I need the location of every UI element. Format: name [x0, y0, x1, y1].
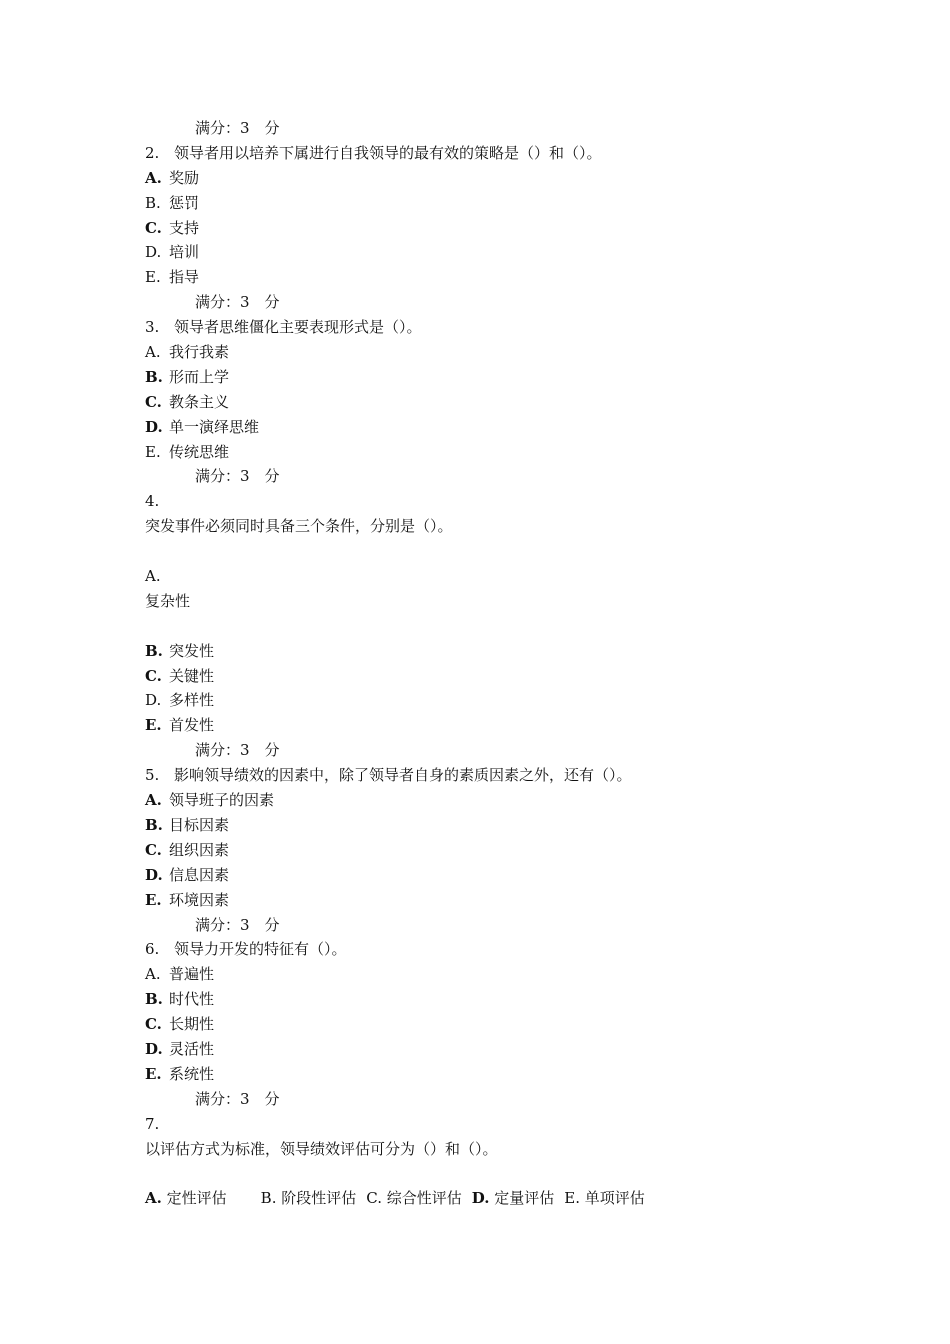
- option-text: 突发性: [169, 641, 215, 660]
- option-text: 环境因素: [169, 890, 230, 909]
- score-line: 满分：3 分: [195, 915, 280, 934]
- option-letter: C.: [145, 666, 162, 685]
- option-text: 定性评估: [166, 1189, 227, 1208]
- option-letter: E.: [145, 268, 161, 287]
- option-letter: C.: [366, 1189, 382, 1208]
- option-letter: D.: [145, 243, 162, 262]
- question-number: 2.: [145, 143, 160, 162]
- option-line: [145, 216, 845, 241]
- option-text: 长期性: [169, 1015, 215, 1034]
- text-line: 4.: [145, 492, 160, 511]
- option-letter: D.: [145, 865, 163, 884]
- question-text: 领导者思维僵化主要表现形式是（）。: [174, 318, 422, 337]
- option-letter: C.: [145, 840, 162, 859]
- question-text: 影响领导绩效的因素中，除了领导者自身的素质因素之外，还有（）。: [174, 766, 632, 785]
- option-line: [145, 838, 845, 863]
- option-text: 综合性评估: [386, 1189, 462, 1208]
- inline-options-line: [145, 1186, 845, 1211]
- question-number: 3.: [145, 318, 160, 337]
- option-line: [145, 1037, 845, 1062]
- blank-line: [145, 1161, 845, 1186]
- option-letter: C.: [145, 1015, 162, 1034]
- text-line: A.: [145, 567, 161, 586]
- option-text: 多样性: [169, 691, 215, 710]
- option-letter: D.: [145, 1039, 163, 1058]
- option-letter: C.: [145, 392, 162, 411]
- option-text: 信息因素: [169, 865, 230, 884]
- option-line: [145, 813, 845, 838]
- score-line: 满分：3 分: [195, 293, 280, 312]
- option-text: 单一演绎思维: [169, 417, 260, 436]
- option-text: 定量评估: [494, 1189, 555, 1208]
- option-letter: A.: [145, 168, 162, 187]
- question-line: [145, 141, 845, 166]
- option-line: [145, 340, 845, 365]
- option-line: [145, 688, 845, 713]
- question-number: 6.: [145, 940, 160, 959]
- option-letter: B.: [145, 990, 163, 1009]
- option-line: [145, 639, 845, 664]
- inline-option: [564, 1189, 645, 1207]
- option-line: [145, 863, 845, 888]
- option-text: 奖励: [169, 168, 200, 187]
- option-letter: A.: [145, 965, 161, 984]
- option-text: 培训: [169, 243, 200, 262]
- text-line: 以评估方式为标准，领导绩效评估可分为（）和（）。: [145, 1139, 498, 1158]
- option-line: [145, 265, 845, 290]
- score-line: 满分：3 分: [195, 741, 280, 760]
- option-line: [145, 240, 845, 265]
- inline-option: [145, 1189, 227, 1207]
- option-line: [145, 365, 845, 390]
- option-text: 单项评估: [584, 1189, 645, 1208]
- option-line: [145, 713, 845, 738]
- option-text: 关键性: [169, 666, 215, 685]
- option-letter: B.: [145, 367, 163, 386]
- question-line: [145, 937, 845, 962]
- question-line: [145, 763, 845, 788]
- text-line: 复杂性: [145, 591, 191, 610]
- option-letter: E.: [145, 1064, 162, 1083]
- option-letter: A.: [145, 791, 162, 810]
- option-letter: A.: [145, 1189, 162, 1208]
- option-text: 我行我素: [169, 343, 230, 362]
- question-text: 领导力开发的特征有（）。: [174, 940, 347, 959]
- option-text: 传统思维: [169, 442, 230, 461]
- option-letter: A.: [145, 343, 161, 362]
- option-text: 时代性: [169, 990, 215, 1009]
- option-line: [145, 888, 845, 913]
- option-text: 灵活性: [169, 1039, 215, 1058]
- option-letter: B.: [145, 815, 163, 834]
- question-number: 5.: [145, 766, 160, 785]
- score-line: 满分：3 分: [195, 119, 280, 137]
- inline-option: [366, 1189, 462, 1207]
- option-text: 教条主义: [169, 392, 230, 411]
- option-text: 阶段性评估: [281, 1189, 357, 1208]
- option-letter: E.: [564, 1189, 580, 1208]
- option-letter: D.: [145, 417, 163, 436]
- option-text: 首发性: [169, 716, 215, 735]
- score-line: 满分：3 分: [195, 1089, 280, 1108]
- option-line: [145, 440, 845, 465]
- option-line: [145, 415, 845, 440]
- text-line: 7.: [145, 1114, 160, 1133]
- option-text: 普遍性: [169, 965, 215, 984]
- text-line: 突发事件必须同时具备三个条件，分别是（）。: [145, 517, 453, 536]
- inline-option: [472, 1189, 555, 1207]
- option-text: 惩罚: [169, 193, 200, 212]
- option-text: 指导: [169, 268, 200, 287]
- option-line: [145, 962, 845, 987]
- score-line: 满分：3 分: [195, 467, 280, 486]
- option-line: [145, 390, 845, 415]
- option-letter: B.: [260, 1189, 277, 1208]
- option-text: 形而上学: [169, 367, 230, 386]
- question-line: [145, 315, 845, 340]
- question-text: 领导者用以培养下属进行自我领导的最有效的策略是（）和（）。: [174, 143, 602, 162]
- option-line: [145, 1012, 845, 1037]
- option-letter: E.: [145, 442, 161, 461]
- option-text: 领导班子的因素: [169, 791, 275, 810]
- option-line: [145, 191, 845, 216]
- option-text: 系统性: [169, 1064, 215, 1083]
- option-line: [145, 987, 845, 1012]
- document-page: [145, 116, 845, 1211]
- option-line: [145, 788, 845, 813]
- option-letter: B.: [145, 193, 161, 212]
- option-letter: E.: [145, 890, 162, 909]
- option-line: [145, 166, 845, 191]
- option-letter: D.: [145, 691, 162, 710]
- option-letter: C.: [145, 218, 162, 237]
- option-letter: E.: [145, 716, 162, 735]
- option-letter: D.: [471, 1189, 490, 1208]
- option-letter: B.: [145, 641, 163, 660]
- option-text: 支持: [169, 218, 200, 237]
- inline-option: [261, 1189, 357, 1207]
- option-text: 目标因素: [169, 815, 230, 834]
- option-line: [145, 1062, 845, 1087]
- blank-line: [145, 614, 845, 639]
- option-line: [145, 664, 845, 689]
- blank-line: [145, 539, 845, 564]
- option-text: 组织因素: [169, 840, 230, 859]
